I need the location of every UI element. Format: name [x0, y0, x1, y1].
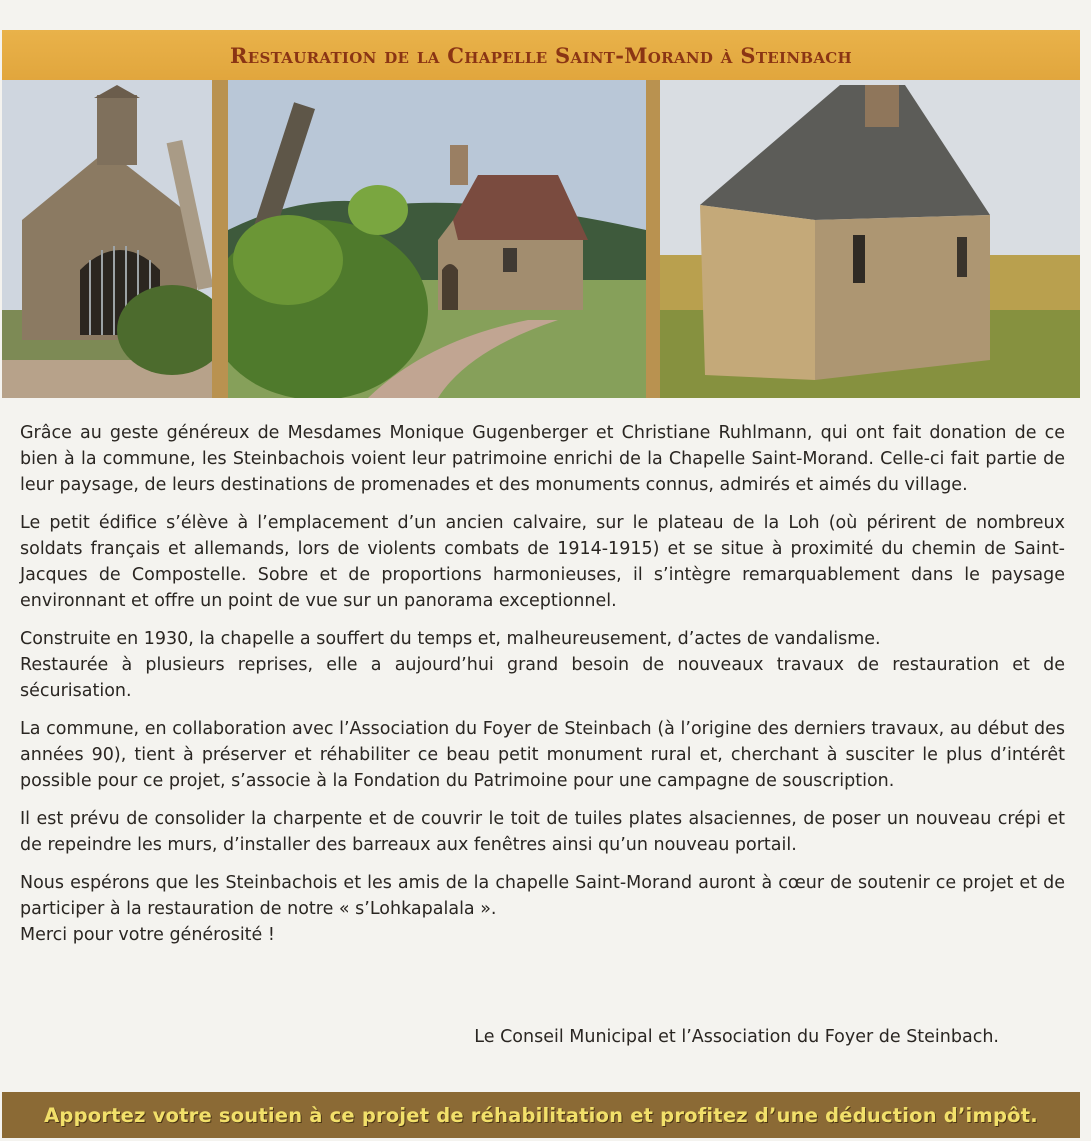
paragraph: Restaurée à plusieurs reprises, elle a aujourd’hui grand besoin de nouveaux travaux de restauration et de sécurisation.: [20, 655, 1065, 701]
photo-strip: [2, 80, 1080, 398]
photo-divider: [646, 80, 660, 398]
paragraph: Merci pour votre générosité !: [20, 925, 275, 945]
title-banner: [2, 30, 1080, 80]
chapel-vineyard-photo: [228, 80, 646, 398]
signature: Le Conseil Municipal et l’Association du Foyer de Steinbach.: [474, 1027, 999, 1047]
footer-cta: Apportez votre soutien à ce projet de réhabilitation et profitez d’une déduction d’impôt.: [44, 1103, 1038, 1127]
body-text: [20, 420, 1065, 960]
paragraph: Nous espérons que les Steinbachois et les amis de la chapelle Saint-Morand auront à cœur de soutenir ce projet et de participer à la restauration de notre « s’Lohkapalala ».: [20, 873, 1065, 919]
chapel-side-photo: [660, 80, 1080, 398]
paragraph: Le petit édifice s’élève à l’emplacement d’un ancien calvaire, sur le plateau de la Loh (où périrent de nombreux soldats français et allemands, lors de violents combats de 1914-1915) et se situe à proximité du chemin de Saint-Jacques de Compostelle. Sobre et de proportions harmonieuses, il s’intègre remarquablement dans le paysage environnant et offre un point de vue sur un panorama exceptionnel.: [20, 513, 1065, 611]
paragraph: Grâce au geste généreux de Mesdames Monique Gugenberger et Christiane Ruhlmann, qui ont fait donation de ce bien à la commune, les Steinbachois voient leur patrimoine enrichi de la Chapelle Saint-Morand. Celle-ci fait partie de leur paysage, de leurs destinations de promenades et des monuments connus, admirés et aimés du village.: [20, 423, 1065, 495]
footer-banner: [2, 1092, 1080, 1138]
page-title: Restauration de la Chapelle Saint-Morand à Steinbach: [230, 42, 852, 68]
paragraph: Il est prévu de consolider la charpente et de couvrir le toit de tuiles plates alsaciennes, de poser un nouveau crépi et de repeindre les murs, d’installer des barreaux aux fenêtres ainsi qu’un nouveau portail.: [20, 809, 1065, 855]
chapel-front-photo: [2, 80, 212, 398]
paragraph: La commune, en collaboration avec l’Association du Foyer de Steinbach (à l’origine des derniers travaux, au début des années 90), tient à préserver et réhabiliter ce beau petit monument rural et, cherchant à susciter le plus d’intérêt possible pour ce projet, s’associe à la Fondation du Patrimoine pour une campagne de souscription.: [20, 719, 1065, 791]
photo-divider: [212, 80, 228, 398]
paragraph: Construite en 1930, la chapelle a souffert du temps et, malheureusement, d’actes de vandalisme.: [20, 629, 881, 649]
